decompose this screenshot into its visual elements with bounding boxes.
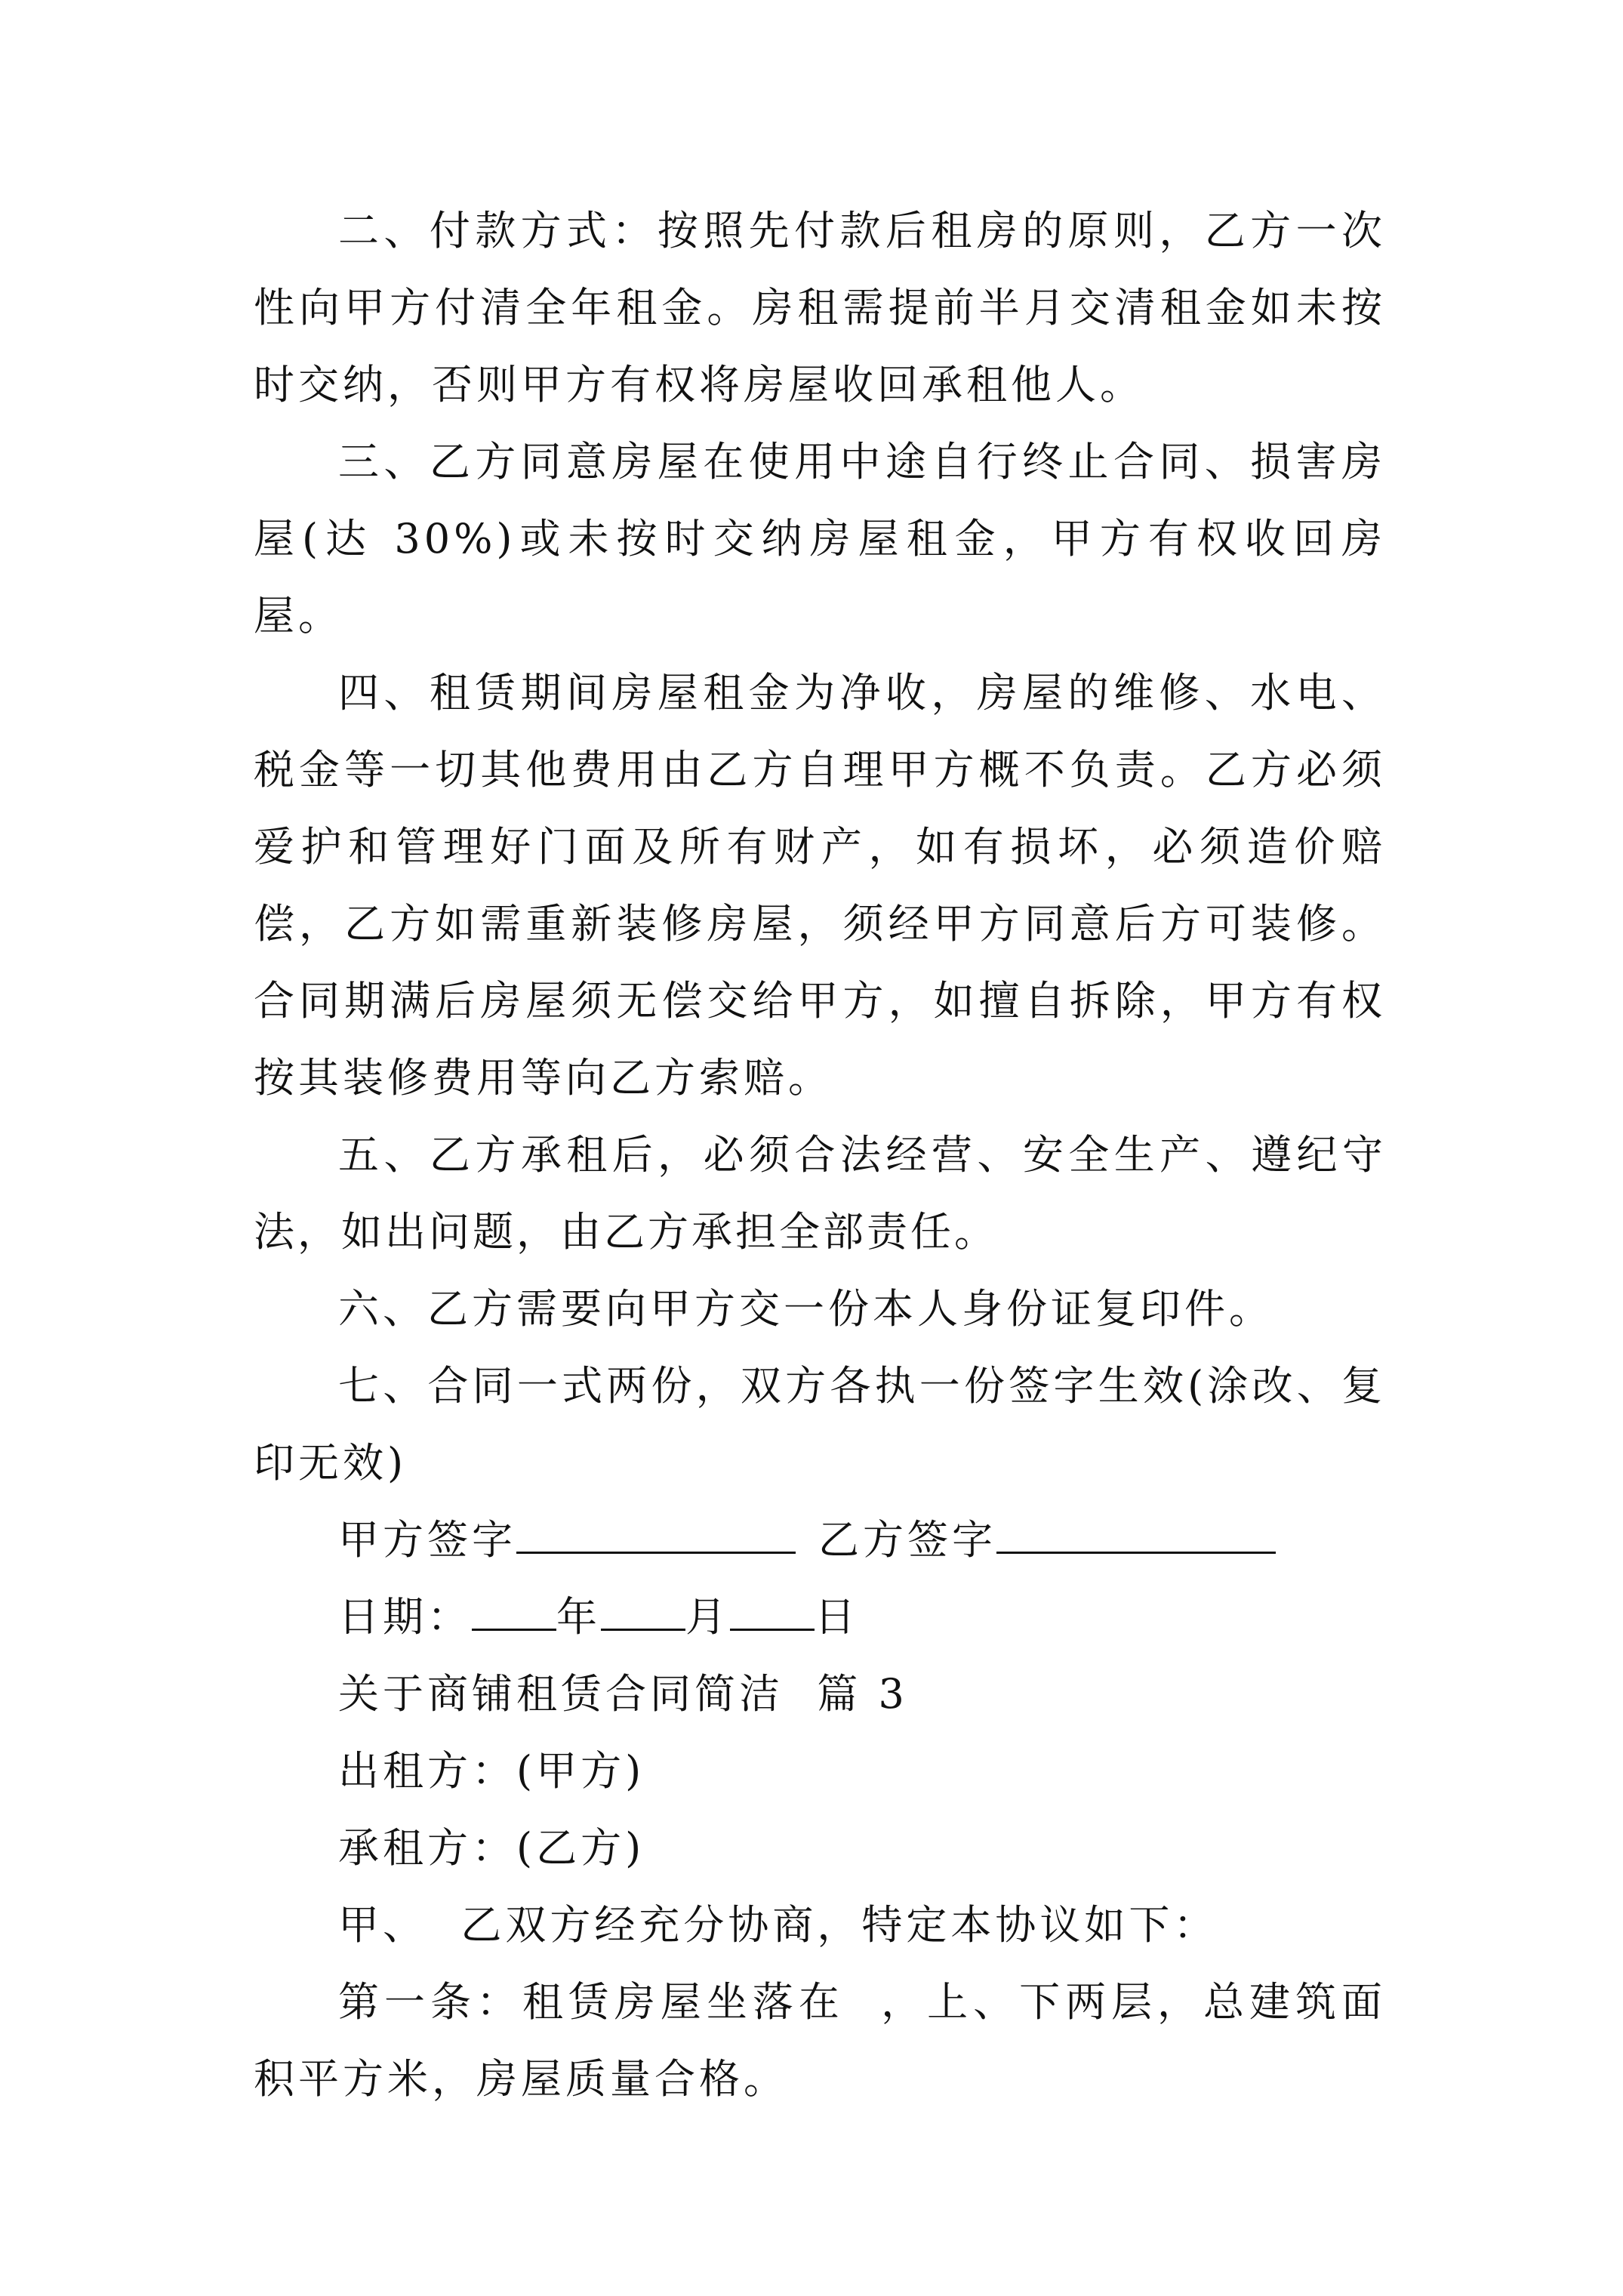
agreement-intro: 甲、 乙双方经充分协商，特定本协议如下： [338, 1901, 1218, 1949]
year-blank[interactable] [472, 1582, 556, 1631]
year-label: 年 [556, 1593, 601, 1641]
clause-id-copy: 六、乙方需要向甲方交一份本人身份证复印件。 [338, 1285, 1273, 1333]
party-b-signature-blank[interactable] [996, 1505, 1276, 1554]
section-title: 关于商铺租赁合同简洁 篇 3 [338, 1670, 908, 1718]
contract-body [254, 193, 1386, 2118]
day-label: 日 [815, 1593, 859, 1641]
party-b-signature-label: 乙方签字 [818, 1516, 996, 1564]
article-1-premises: 第一条：租赁房屋坐落在 ，上、下两层，总建筑面积平方米，房屋质量合格。 [254, 1978, 1386, 2103]
day-blank[interactable] [730, 1582, 815, 1631]
month-label: 月 [685, 1593, 730, 1641]
signature-line [254, 1502, 1386, 1579]
clause-payment-method: 二、付款方式：按照先付款后租房的原则，乙方一次性向甲方付清全年租金。房租需提前半月交清租金如未按时交纳，否则甲方有权将房屋收回承租他人。 [254, 207, 1386, 408]
clause-lawful-operation: 五、乙方承租后，必须合法经营、安全生产、遵纪守法，如出问题，由乙方承担全部责任。 [254, 1131, 1386, 1256]
date-line [254, 1579, 1386, 1656]
clause-copies-effective: 七、合同一式两份，双方各执一份签字生效(涂改、复印无效) [254, 1362, 1386, 1487]
month-blank[interactable] [601, 1582, 685, 1631]
clause-termination: 三、乙方同意房屋在使用中途自行终止合同、损害房屋(达 30%)或未按时交纳房屋租金，甲方有权收回房屋。 [254, 438, 1386, 639]
lessee-line: 承租方：(乙方) [338, 1824, 645, 1872]
party-a-signature-label: 甲方签字 [338, 1516, 516, 1564]
lessor-line: 出租方：(甲方) [338, 1747, 645, 1795]
party-a-signature-blank[interactable] [516, 1505, 796, 1554]
date-label: 日期： [338, 1593, 472, 1641]
clause-rent-and-maintenance: 四、租赁期间房屋租金为净收，房屋的维修、水电、税金等一切其他费用由乙方自理甲方概不负责。乙方必须爱护和管理好门面及所有财产，如有损坏，必须造价赔偿，乙方如需重新装修房屋，须经甲方同意后方可装修。合同期满后房屋须无偿交给甲方，如擅自拆除，甲方有权按其装修费用等向乙方索赔。 [254, 669, 1386, 1102]
